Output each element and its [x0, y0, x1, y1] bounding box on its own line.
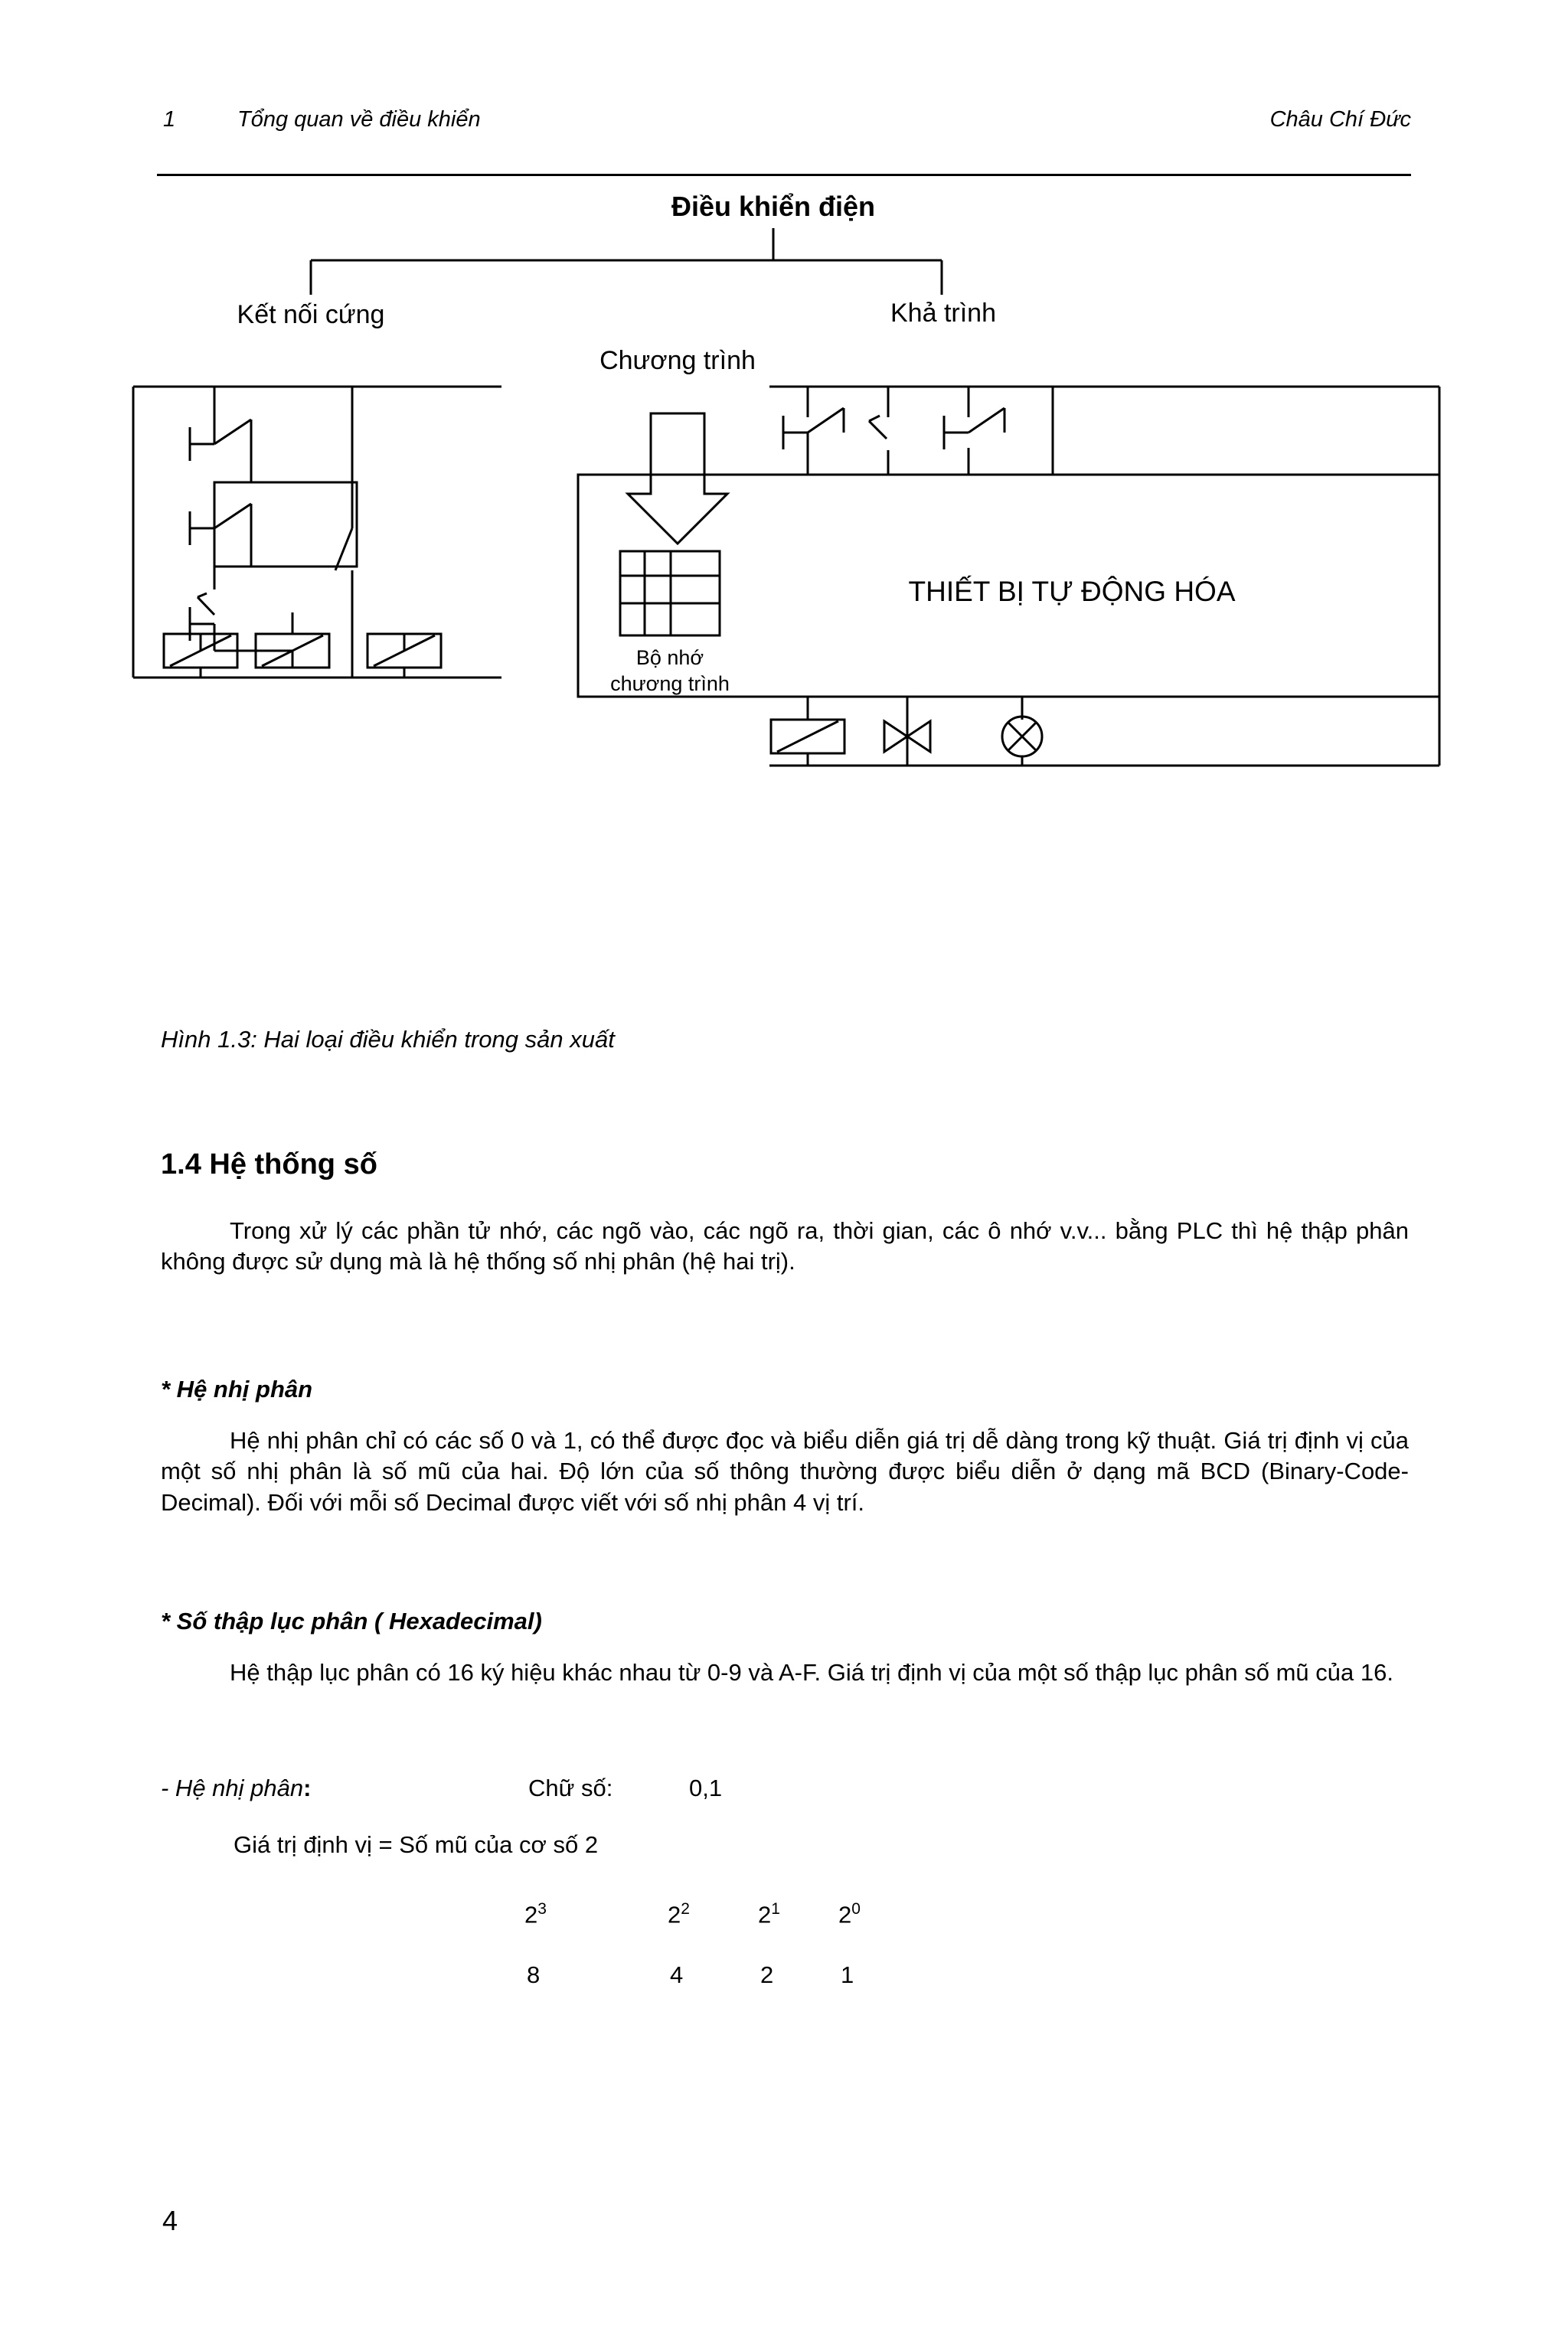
page-header: [157, 107, 1411, 161]
subsection-binary-paragraph: Hệ nhị phân chỉ có các số 0 và 1, có thể được đọc và biểu diễn giá trị dễ dàng trong kỹ thuật. Giá trị định vị của một số nhị phân là số mũ của hai. Độ lớn của số thông thường được biểu diễn ở dạng mã BCD (Binary-Code-Decimal). Đối với mỗi số Decimal được viết với số nhị phân 4 vị trí.: [161, 1427, 1409, 1516]
value-1: 4: [670, 1961, 684, 1988]
power-0: $2^3$: [524, 1900, 547, 1928]
figure-caption: Hình 1.3: Hai loại điều khiển trong sản xuất: [161, 1026, 615, 1053]
figure-program-label: Chương trình: [599, 346, 756, 375]
binary-digits-label: Chữ số:: [528, 1775, 613, 1801]
figure-branch-right: Khả trình: [890, 299, 996, 328]
header-chapter-number: 1: [163, 107, 176, 132]
header-divider: [157, 174, 1411, 176]
power-1: $2^2$: [668, 1900, 690, 1928]
figure-device-label: THIẾT BỊ TỰ ĐỘNG HÓA: [908, 576, 1236, 607]
figure-branch-left: Kết nối cứng: [237, 300, 385, 329]
control-types-diagram: [115, 184, 1462, 995]
binary-label-row: [161, 1775, 311, 1802]
power-3: $2^0$: [838, 1900, 861, 1928]
subsection-hex-paragraph: Hệ thập lục phân có 16 ký hiệu khác nhau từ 0-9 và A-F. Giá trị định vị của một số thập lục phân số mũ của 16.: [230, 1659, 1393, 1686]
subsection-binary-heading: * Hệ nhị phân: [161, 1376, 313, 1403]
subsection-hex-heading: * Số thập lục phân ( Hexadecimal): [161, 1608, 542, 1634]
section-intro-paragraph: Trong xử lý các phần tử nhớ, các ngõ vào, các ngõ ra, thời gian, các ô nhớ v.v... bằng PLC thì hệ thập phân không được sử dụng mà là hệ thống số nhị phân (hệ hai trị).: [161, 1217, 1409, 1275]
figure-1-3: [115, 184, 1462, 995]
header-author: Châu Chí Đức: [1269, 107, 1411, 132]
figure-memory-label-1: Bộ nhớ: [635, 646, 704, 669]
figure-memory-label-2: chương trình: [610, 672, 730, 695]
value-2: 2: [760, 1961, 774, 1988]
section-heading: 1.4 Hệ thống số: [161, 1148, 377, 1181]
place-value-line: Giá trị định vị = Số mũ của cơ số 2: [234, 1831, 599, 1858]
binary-label: - Hệ nhị phân: [161, 1775, 304, 1801]
value-0: 8: [527, 1961, 541, 1988]
binary-digits-value: 0,1: [689, 1775, 723, 1801]
header-chapter-title: Tổng quan về điều khiển: [237, 107, 481, 132]
page-number: 4: [162, 2205, 178, 2236]
figure-title: Điều khiển điện: [671, 191, 876, 222]
power-2: $2^1$: [758, 1900, 780, 1928]
value-3: 1: [841, 1961, 854, 1988]
binary-label-colon: :: [303, 1775, 312, 1801]
